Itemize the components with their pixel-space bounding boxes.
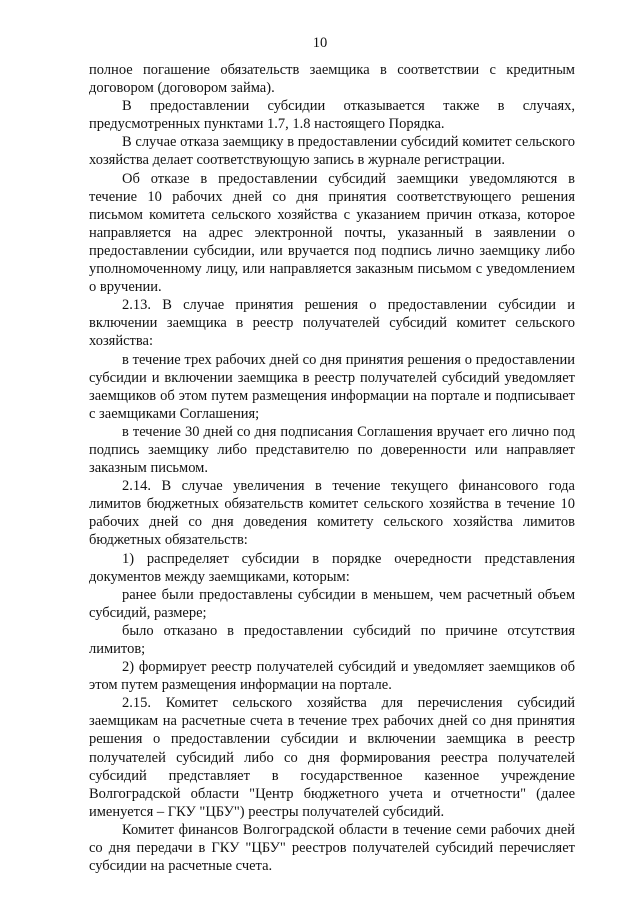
paragraph-2-14-item-2: 2) формирует реестр получателей субсидий и уведомляет заемщиков об этом путем размещения информации на портале. [89,659,575,694]
document-body [89,61,575,875]
paragraph-2-15: 2.15. Комитет сельского хозяйства для перечисления субсидий заемщикам на расчетные счета в течение трех рабочих дней со дня принятия решения о предоставлении субсидии и включении заемщика в реестр получателей субсидий либо со дня формирования реестра получателей субсидий представляет в государственное казенное учреждение Волгоградской области "Центр бюджетного учета и отчетности" (далее именуется – ГКУ "ЦБУ") реестры получателей субсидий. [89,695,575,820]
paragraph-continuation: полное погашение обязательств заемщика в соответствии с кредитным договором (договором займа). [89,62,575,97]
paragraph-finance-committee: Комитет финансов Волгоградской области в течение семи рабочих дней со дня передачи в ГКУ "ЦБУ" реестров получателей субсидий перечисляет субсидии на расчетные счета. [89,821,575,875]
page-number: 10 [312,35,328,51]
paragraph-refusal-registration: В случае отказа заемщику в предоставлении субсидий комитет сельского хозяйства делает соответствующую запись в журнале регистрации. [89,134,575,169]
paragraph-refusal-cases: В предоставлении субсидии отказывается также в случаях, предусмотренных пунктами 1.7, 1.8 настоящего Порядка. [89,98,575,133]
paragraph-2-13-item-2: в течение 30 дней со дня подписания Соглашения вручает его лично под подпись заемщику либо представителю по доверенности или направляет заказным письмом. [89,423,575,477]
paragraph-2-14-item-1b: было отказано в предоставлении субсидий по причине отсутствия лимитов; [89,622,575,657]
paragraph-2-14-item-1: 1) распределяет субсидии в порядке очередности представления документов между заемщиками, которым: [89,550,575,585]
paragraph-2-13-item-1: в течение трех рабочих дней со дня принятия решения о предоставлении субсидии и включении заемщика в реестр получателей субсидий уведомляет заемщиков об этом путем размещения информации на портале и подписывает с заемщиками Соглашения; [89,351,575,422]
paragraph-2-14: 2.14. В случае увеличения в течение текущего финансового года лимитов бюджетных обязательств комитет сельского хозяйства в течение 10 рабочих дней со дня доведения комитету сельского хозяйства лимитов бюджетных обязательств: [89,478,575,549]
paragraph-2-13: 2.13. В случае принятия решения о предоставлении субсидии и включении заемщика в реестр получателей субсидий комитет сельского хозяйства: [89,297,575,350]
paragraph-2-14-item-1a: ранее были предоставлены субсидии в меньшем, чем расчетный объем субсидий, размере; [89,586,575,621]
paragraph-refusal-notification: Об отказе в предоставлении субсидий заемщики уведомляются в течение 10 рабочих дней со дня принятия соответствующего решения письмом комитета сельского хозяйства с указанием причин отказа, которое направляется на адрес электронной почты, указанный в заявлении о предоставлении субсидии, или вручается под подпись лично заемщику либо уполномоченному лицу, или направляется заказным письмом с уведомлением о вручении. [89,170,575,296]
